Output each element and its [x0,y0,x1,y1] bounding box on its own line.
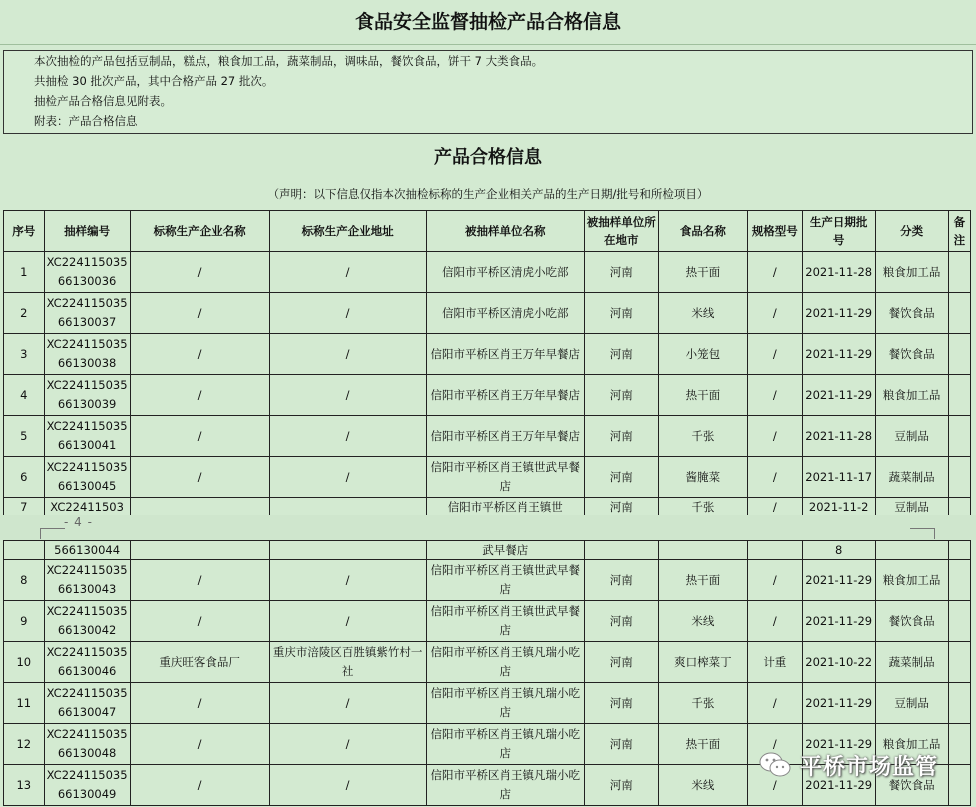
watermark [758,748,938,782]
cell-note [948,724,970,765]
cell-code: XC22411503566130039 [44,375,130,416]
cell-mfr: / [130,416,269,457]
cell-spec: / [747,724,802,765]
cell-date: 2021-11-17 [802,457,875,498]
header-cell: 规格型号 [747,211,802,252]
cell-note [948,683,970,724]
header-cell: 序号 [4,211,45,252]
cell-city: 河南 [584,683,658,724]
page-number: - 4 - [64,515,93,529]
cell-cat: 粮食加工品 [875,375,948,416]
header-cell: 生产日期批号 [802,211,875,252]
table-row [4,683,971,724]
cell-addr: / [269,252,426,293]
cell-mfr: / [130,252,269,293]
cell-addr: / [269,416,426,457]
cell-food [658,541,747,560]
cell-unit: 信阳市平桥区肖王万年早餐店 [426,416,584,457]
cell-mfr: / [130,375,269,416]
cell-code: XC22411503566130048 [44,724,130,765]
cell-food: 小笼包 [658,334,747,375]
cell-cat: 餐饮食品 [875,334,948,375]
cell-unit: 武早餐店 [426,541,584,560]
cell-cat: 餐饮食品 [875,601,948,642]
cell-addr: / [269,293,426,334]
cell-no: 6 [4,457,45,498]
cell-mfr [130,541,269,560]
cell-no [4,541,45,560]
table-row [4,560,971,601]
table-row [4,457,971,498]
cell-mfr: 重庆旺客食品厂 [130,642,269,683]
notice-line: 本次抽检的产品包括豆制品，糕点，粮食加工品，蔬菜制品，调味品，餐饮食品，饼干 7 大类食品。 [34,54,544,68]
cell-spec: / [747,375,802,416]
cell-date: 2021-11-28 [802,252,875,293]
header-cell: 备注 [948,211,970,252]
cell-city: 河南 [584,293,658,334]
cell-date: 2021-11-29 [802,293,875,334]
cell-unit: 信阳市平桥区肖王万年早餐店 [426,375,584,416]
cell-food: 米线 [658,293,747,334]
cell-cat: 粮食加工品 [875,252,948,293]
cell-mfr [130,498,269,517]
cell-date: 2021-11-29 [802,765,875,806]
cell-code: 566130044 [44,541,130,560]
table-row [4,293,971,334]
cell-city: 河南 [584,765,658,806]
header-cell: 分类 [875,211,948,252]
page-corner-mark [910,528,935,539]
table-row [4,375,971,416]
cell-food: 酱腌菜 [658,457,747,498]
cell-city: 河南 [584,560,658,601]
cell-note [948,457,970,498]
cell-date: 2021-11-29 [802,724,875,765]
cell-unit: 信阳市平桥区肖王镇凡瑞小吃店 [426,642,584,683]
cell-code: XC22411503566130043 [44,560,130,601]
notice-box [3,50,973,134]
cell-code: XC22411503566130045 [44,457,130,498]
cell-city: 河南 [584,334,658,375]
cell-code: XC22411503566130037 [44,293,130,334]
cell-addr: / [269,375,426,416]
cell-spec: / [747,457,802,498]
table-title: 产品合格信息 [434,147,542,168]
cell-note [948,642,970,683]
cell-food: 千张 [658,416,747,457]
cell-city: 河南 [584,252,658,293]
table-row-continued [4,541,971,560]
table-row [4,252,971,293]
table-row [4,498,971,517]
cell-city: 河南 [584,375,658,416]
cell-mfr: / [130,457,269,498]
cell-note [948,252,970,293]
cell-date: 2021-11-29 [802,334,875,375]
cell-addr: 重庆市涪陵区百胜镇紫竹村一社 [269,642,426,683]
cell-date: 2021-11-29 [802,375,875,416]
header-cell: 被抽样单位所在地市 [584,211,658,252]
cell-spec: / [747,560,802,601]
cell-code: XC22411503566130046 [44,642,130,683]
cell-addr [269,498,426,517]
cell-note [948,541,970,560]
cell-food: 千张 [658,498,747,517]
cell-addr [269,541,426,560]
cell-food: 热干面 [658,252,747,293]
cell-unit: 信阳市平桥区肖王镇世武早餐店 [426,601,584,642]
cell-no: 4 [4,375,45,416]
cell-city: 河南 [584,642,658,683]
cell-no: 9 [4,601,45,642]
cell-addr: / [269,457,426,498]
cell-note [948,416,970,457]
cell-code: XC22411503566130038 [44,334,130,375]
wechat-icon [758,751,792,779]
cell-spec [747,541,802,560]
cell-no: 2 [4,293,45,334]
cell-no: 3 [4,334,45,375]
cell-no: 7 [4,498,45,517]
cell-food: 千张 [658,683,747,724]
cell-mfr: / [130,765,269,806]
cell-unit: 信阳市平桥区肖王镇凡瑞小吃店 [426,765,584,806]
cell-code: XC22411503566130049 [44,765,130,806]
cell-spec: / [747,765,802,806]
cell-city: 河南 [584,601,658,642]
cell-cat: 蔬菜制品 [875,642,948,683]
header-cell: 抽样编号 [44,211,130,252]
cell-spec: / [747,334,802,375]
cell-no: 8 [4,560,45,601]
notice-line: 附表：产品合格信息 [34,114,138,128]
cell-date: 2021-11-28 [802,416,875,457]
cell-cat: 餐饮食品 [875,765,948,806]
cell-unit: 信阳市平桥区肖王镇世武早餐店 [426,457,584,498]
cell-cat: 豆制品 [875,498,948,517]
cell-city: 河南 [584,498,658,517]
cell-addr: / [269,683,426,724]
cell-addr: / [269,334,426,375]
cell-unit: 信阳市平桥区肖王镇世武早餐店 [426,560,584,601]
cell-spec: 计重 [747,642,802,683]
cell-unit: 信阳市平桥区肖王万年早餐店 [426,334,584,375]
cell-addr: / [269,560,426,601]
cell-date: 2021-11-2 [802,498,875,517]
cell-mfr: / [130,334,269,375]
cell-mfr: / [130,560,269,601]
cell-note [948,293,970,334]
cell-addr: / [269,724,426,765]
cell-cat: 粮食加工品 [875,560,948,601]
cell-city: 河南 [584,724,658,765]
cell-date: 2021-11-29 [802,601,875,642]
cell-addr: / [269,601,426,642]
document-title: 食品安全监督抽检产品合格信息 [0,0,976,45]
table-header-row [4,211,971,252]
cell-note [948,498,970,517]
cell-spec: / [747,293,802,334]
cell-note [948,601,970,642]
cell-note [948,375,970,416]
cell-note [948,765,970,806]
cell-food: 热干面 [658,560,747,601]
cell-code: XC22411503 [44,498,130,517]
cell-code: XC22411503566130036 [44,252,130,293]
cell-unit: 信阳市平桥区肖王镇世 [426,498,584,517]
cell-date: 2021-11-29 [802,560,875,601]
cell-food: 米线 [658,765,747,806]
cell-mfr: / [130,724,269,765]
cell-cat: 蔬菜制品 [875,457,948,498]
cell-spec: / [747,252,802,293]
watermark-text: 平桥市场监管 [800,754,939,780]
cell-cat: 餐饮食品 [875,293,948,334]
cell-addr: / [269,765,426,806]
cell-city: 河南 [584,416,658,457]
cell-no: 1 [4,252,45,293]
header-cell: 标称生产企业地址 [269,211,426,252]
cell-no: 10 [4,642,45,683]
cell-spec: / [747,683,802,724]
cell-spec: / [747,416,802,457]
cell-note [948,560,970,601]
cell-food: 热干面 [658,375,747,416]
cell-mfr: / [130,293,269,334]
cell-code: XC22411503566130042 [44,601,130,642]
cell-mfr: / [130,683,269,724]
cell-no: 5 [4,416,45,457]
cell-city [584,541,658,560]
header-cell: 被抽样单位名称 [426,211,584,252]
cell-unit: 信阳市平桥区肖王镇凡瑞小吃店 [426,724,584,765]
cell-unit: 信阳市平桥区肖王镇凡瑞小吃店 [426,683,584,724]
cell-date: 2021-11-29 [802,683,875,724]
cell-date: 2021-10-22 [802,642,875,683]
notice-line: 抽检产品合格信息见附表。 [34,94,172,108]
table-row [4,416,971,457]
cell-code: XC22411503566130041 [44,416,130,457]
cell-cat: 豆制品 [875,416,948,457]
cell-mfr: / [130,601,269,642]
cell-date: 8 [802,541,875,560]
cell-cat: 粮食加工品 [875,724,948,765]
page-corner-mark [40,528,65,539]
cell-no: 13 [4,765,45,806]
header-cell: 食品名称 [658,211,747,252]
cell-cat [875,541,948,560]
cell-spec: / [747,498,802,517]
cell-note [948,334,970,375]
table-row [4,601,971,642]
table-row [4,642,971,683]
cell-food: 爽口榨菜丁 [658,642,747,683]
cell-food: 米线 [658,601,747,642]
cell-unit: 信阳市平桥区清虎小吃部 [426,293,584,334]
cell-no: 12 [4,724,45,765]
notice-line: 共抽检 30 批次产品，其中合格产品 27 批次。 [34,74,274,88]
cell-food: 热干面 [658,724,747,765]
table-row [4,334,971,375]
cell-spec: / [747,601,802,642]
header-cell: 标称生产企业名称 [130,211,269,252]
cell-cat: 豆制品 [875,683,948,724]
page-gap [0,515,976,540]
cell-city: 河南 [584,457,658,498]
cell-unit: 信阳市平桥区清虎小吃部 [426,252,584,293]
cell-code: XC22411503566130047 [44,683,130,724]
results-table-page-1 [3,210,971,517]
cell-no: 11 [4,683,45,724]
declaration: （声明：以下信息仅指本次抽检标称的生产企业相关产品的生产日期/批号和所检项目） [267,187,709,201]
